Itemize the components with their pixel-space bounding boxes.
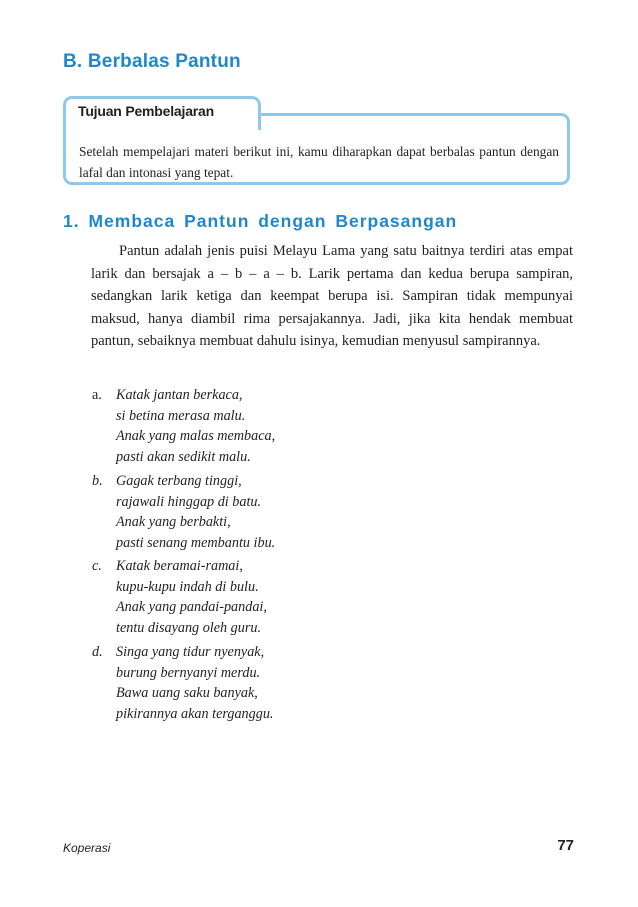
- pantun-line: kupu-kupu indah di bulu.: [116, 578, 259, 595]
- pantun-marker: c.: [92, 558, 102, 574]
- pantun-line: pasti senang membantu ibu.: [116, 535, 276, 552]
- pantun-line: Anak yang pandai-pandai,: [116, 599, 267, 616]
- pantun-line: si betina merasa malu.: [116, 407, 246, 424]
- pantun-line: pasti akan sedikit malu.: [116, 449, 251, 466]
- pantun-marker: d.: [92, 644, 103, 660]
- learning-objective-label: Tujuan Pembelajaran: [78, 103, 214, 119]
- pantun-line: Anak yang malas membaca,: [116, 428, 276, 445]
- pantun-line: tentu disayang oleh guru.: [116, 620, 262, 637]
- pantun-line: Bawa uang saku banyak,: [116, 685, 258, 702]
- pantun-line: Gagak terbang tinggi,: [116, 473, 242, 489]
- pantun-item: [92, 471, 492, 554]
- pantun-line: burung bernyanyi merdu.: [116, 664, 261, 681]
- pantun-line: Anak yang berbakti,: [116, 514, 231, 531]
- pantun-line: Katak jantan berkaca,: [116, 387, 243, 403]
- pantun-line: pikirannya akan terganggu.: [116, 706, 274, 723]
- pantun-item: [92, 556, 492, 639]
- page-number: 77: [557, 837, 574, 854]
- pantun-marker: a.: [92, 387, 102, 403]
- learning-objective-text: Setelah mempelajari materi berikut ini, kamu diharapkan dapat berbalas pantun dengan lafal dan intonasi yang tepat.: [79, 144, 559, 180]
- pantun-item: [92, 642, 492, 725]
- intro-paragraph-text: Pantun adalah jenis puisi Melayu Lama yang satu baitnya terdiri atas empat larik dan bersajak a – b – a – b. Larik pertama dan kedua berupa sampiran, sedangkan larik ketiga dan keempat berupa isi. Sampiran tidak mempunyai maksud, hanya diambil rima persajakannya. Jadi, jika kita hendak membuat pantun, sebaiknya membuat dahulu isinya, kemudian menyusul sampirannya.: [91, 243, 573, 349]
- subsection-title: 1. Membaca Pantun dengan Berpasangan: [63, 211, 458, 231]
- footer-book-title: Koperasi: [63, 841, 111, 855]
- pantun-line: Singa yang tidur nyenyak,: [116, 644, 265, 660]
- section-title: B. Berbalas Pantun: [63, 51, 241, 72]
- intro-paragraph: [91, 240, 573, 353]
- pantun-marker: b.: [92, 473, 103, 489]
- pantun-item: [92, 385, 492, 468]
- pantun-line: rajawali hinggap di batu.: [116, 493, 262, 510]
- pantun-line: Katak beramai-ramai,: [116, 558, 243, 574]
